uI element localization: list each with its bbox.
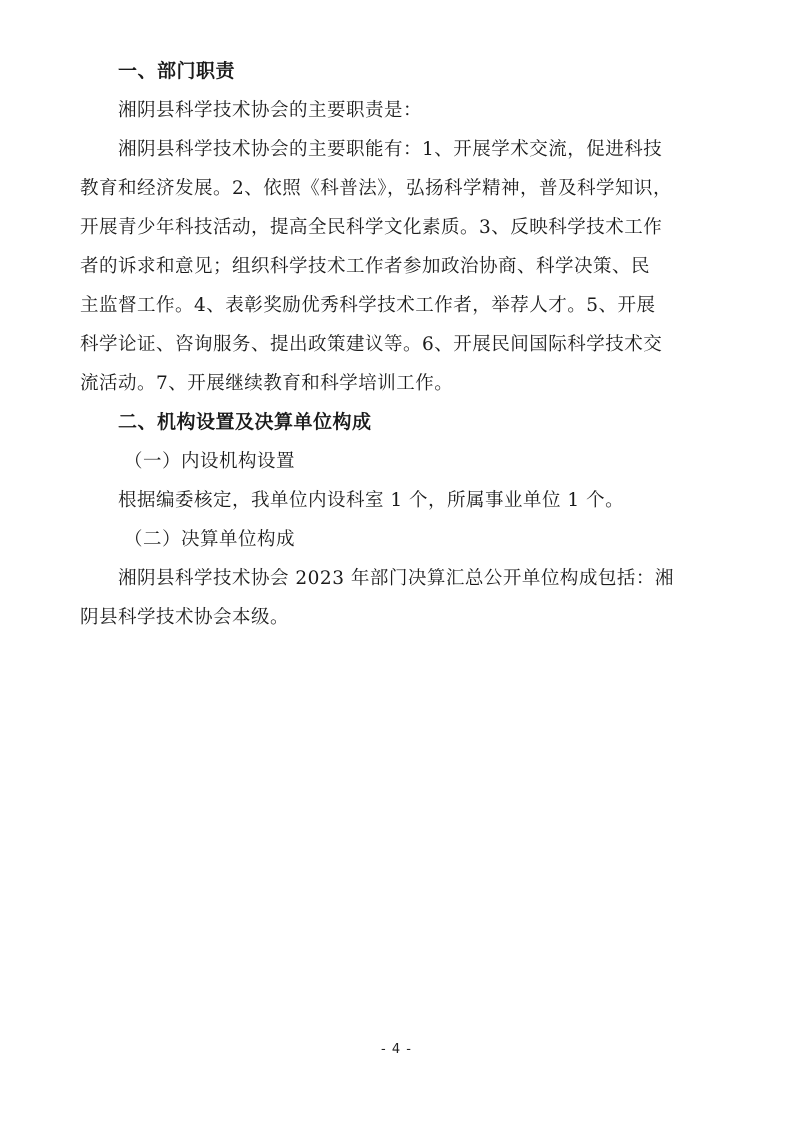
budget-units-line: 阴县科学技术协会本级。 [80,607,290,628]
section-heading-structure: 二、机构设置及决算单位构成 [118,411,372,433]
sub-heading-budget-units: （二）决算单位构成 [124,529,296,550]
duties-line: 流活动。7、开展继续教育和科学培训工作。 [80,373,454,394]
duties-paragraph [80,130,678,403]
budget-units-paragraph [80,559,678,637]
duties-line: 主监督工作。4、表彰奖励优秀科学技术工作者，举荐人才。5、开展 [80,295,656,316]
budget-units-line: 湘阴县科学技术协会 2023 年部门决算汇总公开单位构成包括：湘 [118,568,674,589]
sub-heading-internal-units: （一）内设机构设置 [124,451,296,472]
section-heading-duties: 一、部门职责 [118,60,236,82]
page-number: - 4 - [381,1042,412,1057]
duties-line: 科学论证、咨询服务、提出政策建议等。6、开展民间国际科学技术交 [80,334,663,355]
duties-line: 者的诉求和意见；组织科学技术工作者参加政治协商、科学决策、民 [80,256,651,277]
duties-line: 湘阴县科学技术协会的主要职能有：1、开展学术交流，促进科技 [118,139,663,160]
duties-intro: 湘阴县科学技术协会的主要职责是： [118,100,423,121]
internal-units-text: 根据编委核定，我单位内设科室 1 个，所属事业单位 1 个。 [118,490,625,511]
duties-line: 开展青少年科技活动，提高全民科学文化素质。3、反映科学技术工作 [80,217,663,238]
duties-line: 教育和经济发展。2、依照《科普法》，弘扬科学精神，普及科学知识， [80,178,673,199]
document-content [80,52,678,637]
